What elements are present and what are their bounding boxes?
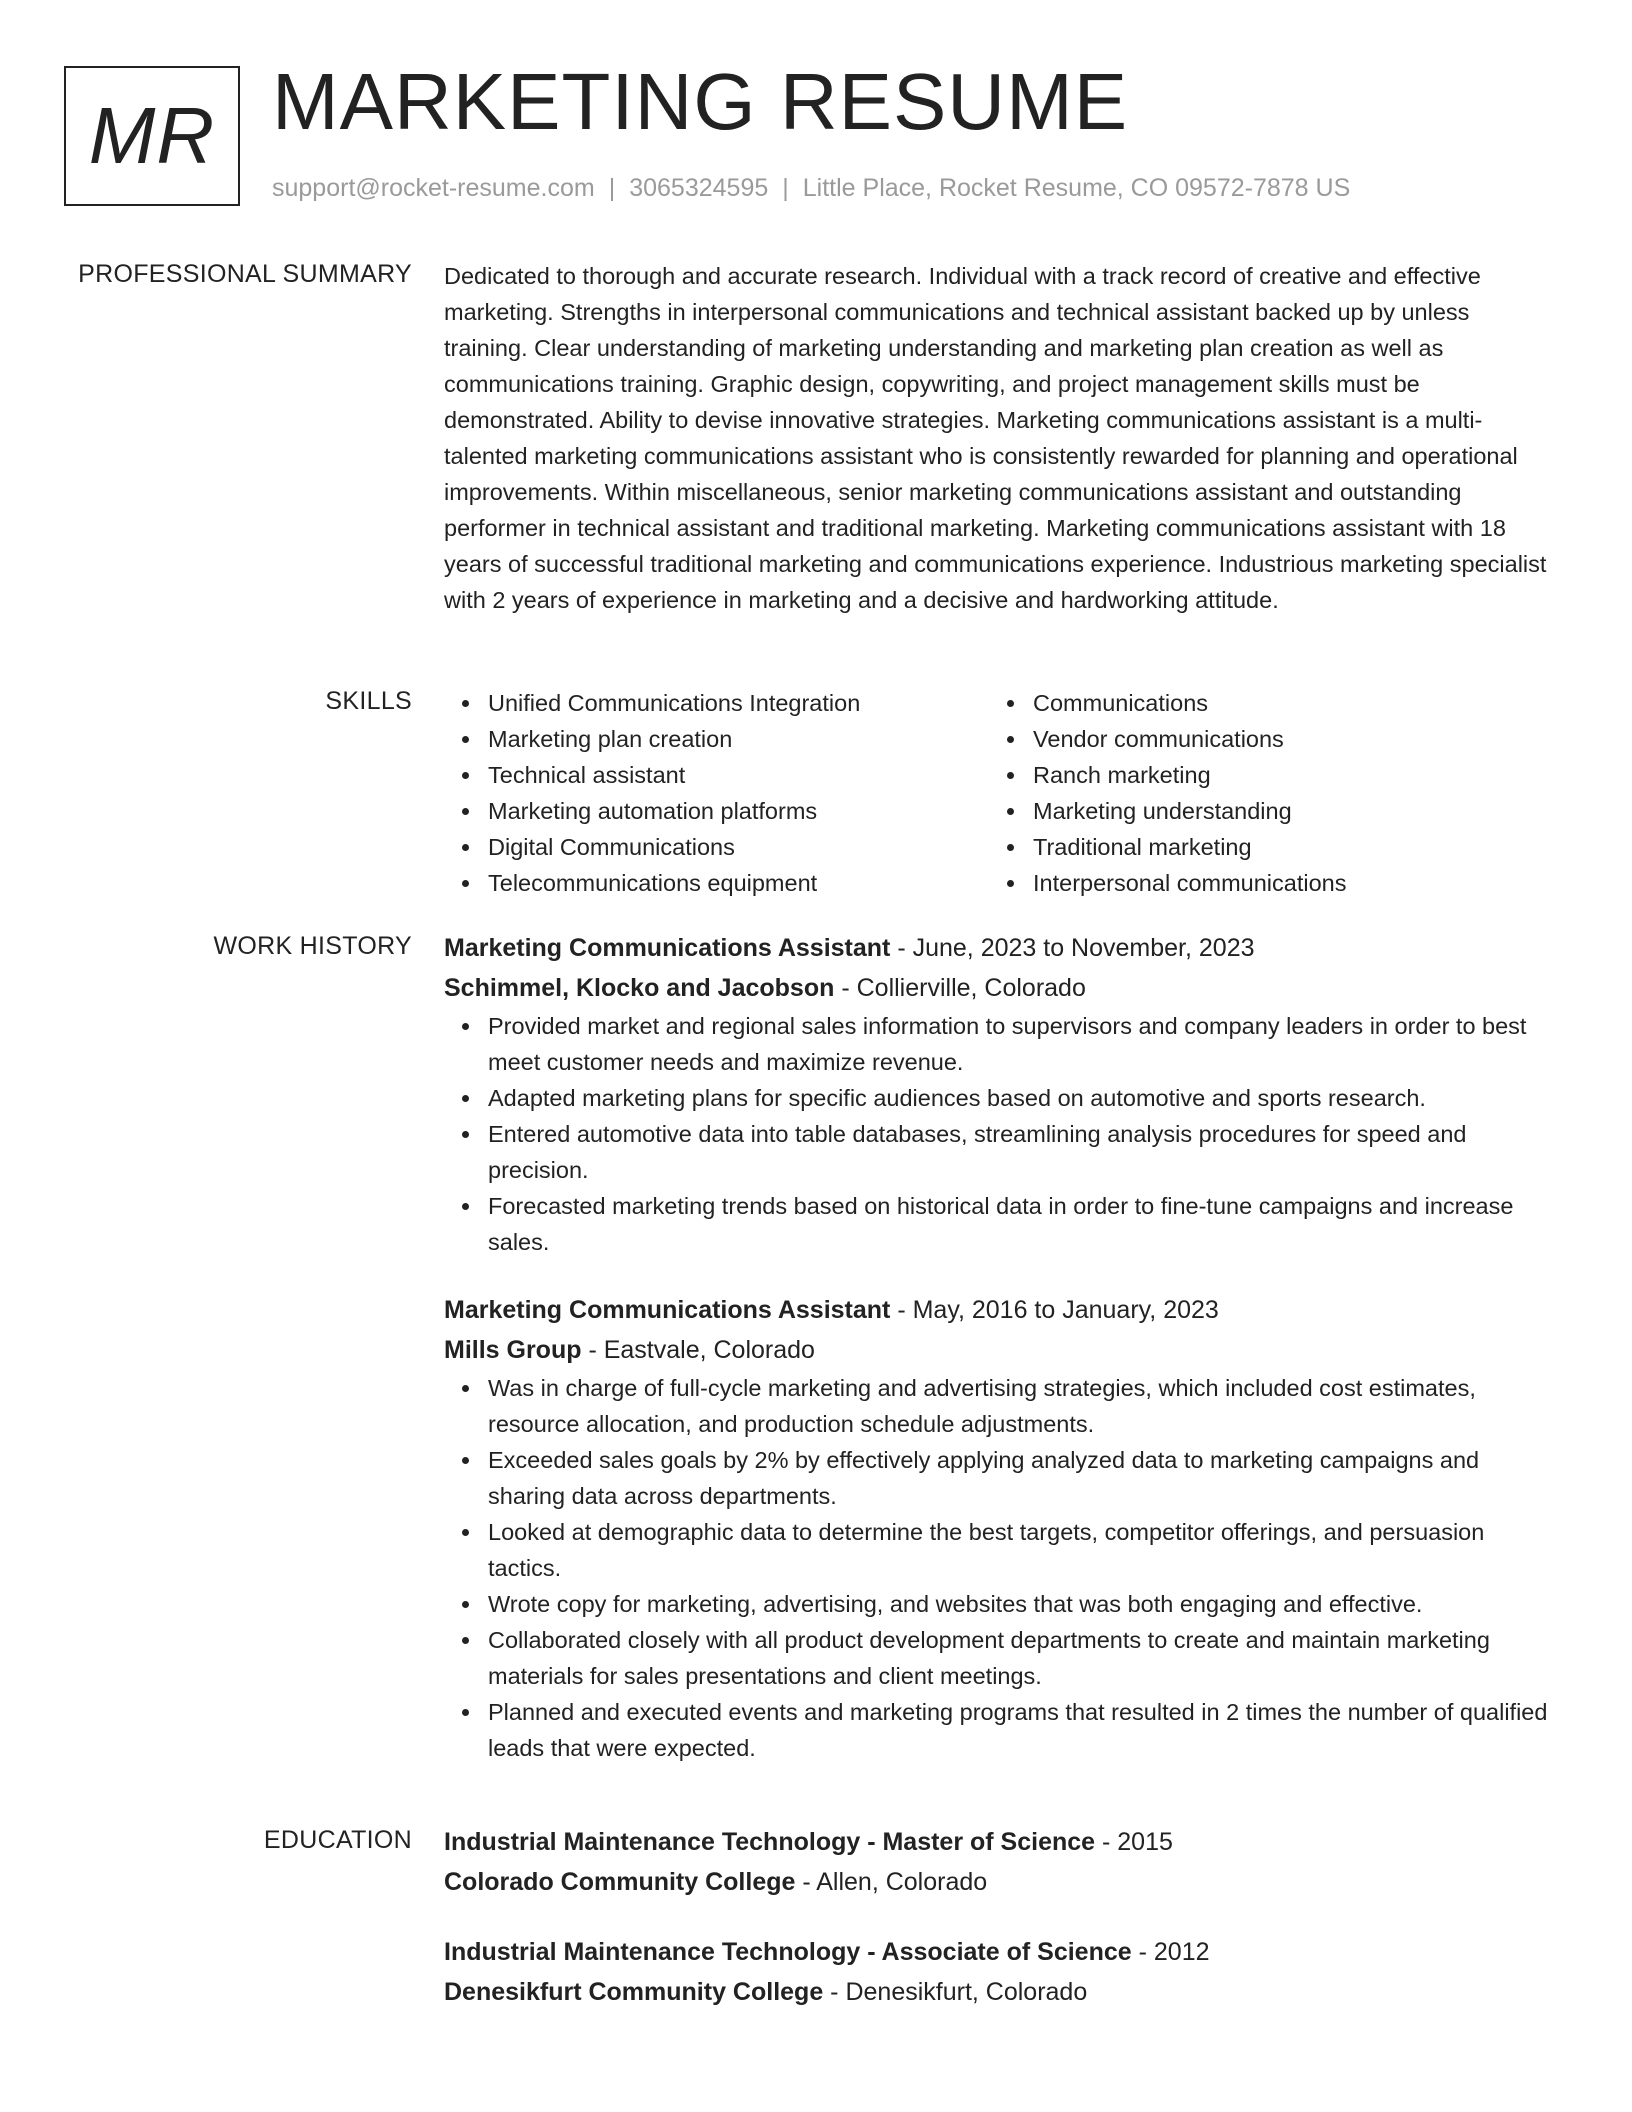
contact-address: Little Place, Rocket Resume, CO 09572-7878 US [802, 174, 1351, 202]
summary-label: PROFESSIONAL SUMMARY [78, 260, 412, 288]
job-bullet: Wrote copy for marketing, advertising, and websites that was both engaging and effective. [488, 1586, 1554, 1622]
education-location: - Denesikfurt, Colorado [823, 1978, 1088, 2006]
job-bullet: Planned and executed events and marketing programs that resulted in 2 times the number of qualified leads that were expected. [488, 1694, 1554, 1766]
job-bullet: Looked at demographic data to determine the best targets, competitor offerings, and persuasion tactics. [488, 1514, 1554, 1586]
job-bullets [444, 1008, 1554, 1260]
resume-name: MARKETING RESUME [272, 57, 1129, 146]
job-bullet: Adapted marketing plans for specific audiences based on automotive and sports research. [488, 1080, 1554, 1116]
job-bullet: Was in charge of full-cycle marketing and advertising strategies, which included cost estimates, resource allocation, and production schedule adjustments. [488, 1370, 1554, 1442]
job-bullet: Forecasted marketing trends based on historical data in order to fine-tune campaigns and increase sales. [488, 1188, 1554, 1260]
job-title: Marketing Communications Assistant [444, 934, 891, 962]
job-dates: - May, 2016 to January, 2023 [890, 1296, 1219, 1324]
skill-item: Technical assistant [488, 757, 989, 793]
education-label: EDUCATION [263, 1826, 412, 1854]
contact-phone[interactable]: 3065324595 [629, 174, 769, 202]
job-company-line [444, 968, 1554, 1008]
skill-item: Digital Communications [488, 829, 989, 865]
skill-item: Marketing plan creation [488, 721, 989, 757]
job-company: Schimmel, Klocko and Jacobson [444, 974, 835, 1002]
summary-body [444, 258, 1554, 618]
education-year: - 2012 [1131, 1938, 1210, 1966]
education-school: Colorado Community College [444, 1868, 796, 1896]
job-title-line [444, 928, 1554, 968]
job-company-line [444, 1330, 1554, 1370]
job-title-line [444, 1290, 1554, 1330]
job-location: - Collierville, Colorado [834, 974, 1086, 1002]
job-bullets [444, 1370, 1554, 1766]
education-degree: Industrial Maintenance Technology - Associate of Science [444, 1938, 1132, 1966]
contact-email[interactable]: support@rocket-resume.com [272, 174, 595, 202]
job-entry [444, 928, 1554, 1260]
education-degree: Industrial Maintenance Technology - Master of Science [444, 1828, 1096, 1856]
education-school-line [444, 1972, 1554, 2012]
skills-label: SKILLS [325, 687, 412, 715]
education-degree-line [444, 1932, 1554, 1972]
job-bullet: Entered automotive data into table databases, streamlining analysis procedures for speed and precision. [488, 1116, 1554, 1188]
job-company: Mills Group [444, 1336, 582, 1364]
contact-separator: | [608, 174, 616, 202]
job-bullet: Exceeded sales goals by 2% by effectively applying analyzed data to marketing campaigns and sharing data across departments. [488, 1442, 1554, 1514]
summary-text: Dedicated to thorough and accurate research. Individual with a track record of creative and effective marketing. Strengths in interpersonal communications and technical assistant backed up by unless training. Clear understanding of marketing understanding and marketing plan creation as well as communications training. Graphic design, copywriting, and project management skills must be demonstrated. Ability to devise innovative strategies. Marketing communications assistant is a multi-talented marketing communications assistant who is consistently rewarded for planning and operational improvements. Within miscellaneous, senior marketing communications assistant and outstanding performer in technical assistant and traditional marketing. Marketing communications assistant with 18 years of successful traditional marketing and communications experience. Industrious marketing specialist with 2 years of experience in marketing and a decisive and hardworking attitude. [444, 263, 1547, 613]
education-degree-line [444, 1822, 1554, 1862]
skill-item: Vendor communications [1033, 721, 1534, 757]
skill-item: Unified Communications Integration [488, 685, 989, 721]
skill-item: Communications [1033, 685, 1534, 721]
skill-item: Traditional marketing [1033, 829, 1534, 865]
education-entry [444, 1822, 1554, 1902]
skill-item: Telecommunications equipment [488, 865, 989, 901]
job-bullet: Provided market and regional sales information to supervisors and company leaders in order to best meet customer needs and maximize revenue. [488, 1008, 1554, 1080]
skills-grid [444, 685, 1554, 901]
skill-item: Interpersonal communications [1033, 865, 1534, 901]
job-entry [444, 1290, 1554, 1766]
skill-item: Marketing automation platforms [488, 793, 989, 829]
education-school-line [444, 1862, 1554, 1902]
skill-item: Ranch marketing [1033, 757, 1534, 793]
education-year: - 2015 [1095, 1828, 1173, 1856]
contact-line [272, 174, 1350, 203]
work-history-body [444, 928, 1554, 1766]
education-body [444, 1822, 1554, 2012]
education-entry [444, 1932, 1554, 2012]
job-bullet: Collaborated closely with all product development departments to create and maintain marketing materials for sales presentations and client meetings. [488, 1622, 1554, 1694]
skills-list-left [444, 685, 989, 901]
job-location: - Eastvale, Colorado [581, 1336, 815, 1364]
education-school: Denesikfurt Community College [444, 1978, 824, 2006]
job-title: Marketing Communications Assistant [444, 1296, 891, 1324]
work-history-label: WORK HISTORY [213, 932, 412, 960]
skills-list-right [989, 685, 1534, 901]
contact-separator: | [782, 174, 789, 202]
monogram-badge: MR [64, 66, 240, 206]
education-location: - Allen, Colorado [795, 1868, 988, 1896]
skill-item: Marketing understanding [1033, 793, 1534, 829]
job-dates: - June, 2023 to November, 2023 [890, 934, 1255, 962]
skills-body [444, 685, 1554, 901]
